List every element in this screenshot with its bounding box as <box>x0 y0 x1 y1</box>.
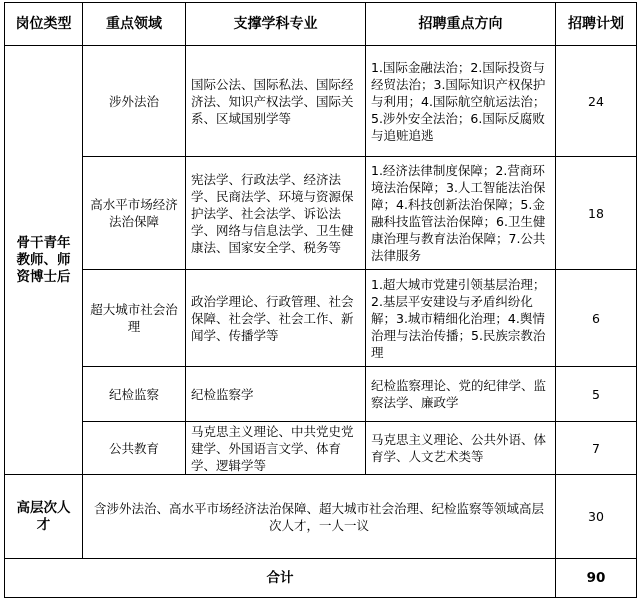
direction-cell: 1.国际金融法治；2.国际投资与经贸法治；3.国际知识产权保护与利用；4.国际航空航运法治；5.涉外安全法治；6.国际反腐败与追赃追逃 <box>366 46 556 157</box>
table-row <box>5 270 637 367</box>
header-direction: 招聘重点方向 <box>366 3 556 46</box>
header-row <box>5 3 637 46</box>
plan-cell: 30 <box>556 475 637 559</box>
discipline-cell: 马克思主义理论、中共党史党建学、外国语言文学、体育学、逻辑学等 <box>186 422 366 475</box>
plan-cell: 7 <box>556 422 637 475</box>
discipline-cell: 纪检监察学 <box>186 367 366 422</box>
field-cell: 纪检监察 <box>83 367 186 422</box>
total-plan: 90 <box>556 559 637 598</box>
plan-cell: 24 <box>556 46 637 157</box>
group-label-teachers: 骨干青年教师、师资博士后 <box>5 46 83 475</box>
header-type: 岗位类型 <box>5 3 83 46</box>
table-row-high-level <box>5 475 637 559</box>
table-row <box>5 367 637 422</box>
field-cell: 涉外法治 <box>83 46 186 157</box>
discipline-cell: 国际公法、国际私法、国际经济法、知识产权法学、国际关系、区域国别学等 <box>186 46 366 157</box>
header-plan: 招聘计划 <box>556 3 637 46</box>
direction-cell: 马克思主义理论、公共外语、体育学、人文艺术类等 <box>366 422 556 475</box>
high-level-description: 含涉外法治、高水平市场经济法治保障、超大城市社会治理、纪检监察等领域高层次人才，一人一议 <box>83 475 556 559</box>
discipline-cell: 宪法学、行政法学、经济法学、民商法学、环境与资源保护法学、社会法学、诉讼法学、网络与信息法学、卫生健康法、国家安全学、税务等 <box>186 157 366 270</box>
discipline-cell: 政治学理论、行政管理、社会保障、社会学、社会工作、新闻学、传播学等 <box>186 270 366 367</box>
direction-cell: 1.超大城市党建引领基层治理；2.基层平安建设与矛盾纠纷化解；3.城市精细化治理；4.舆情治理与法治传播；5.民族宗教治理 <box>366 270 556 367</box>
total-label: 合计 <box>5 559 556 598</box>
table-row <box>5 46 637 157</box>
header-discipline: 支撑学科专业 <box>186 3 366 46</box>
total-row <box>5 559 637 598</box>
field-cell: 超大城市社会治理 <box>83 270 186 367</box>
direction-cell: 1.经济法律制度保障；2.营商环境法治保障；3.人工智能法治保障；4.科技创新法治保障；5.金融科技监管法治保障；6.卫生健康治理与教育法治保障；7.公共法律服务 <box>366 157 556 270</box>
field-cell: 高水平市场经济法治保障 <box>83 157 186 270</box>
plan-cell: 5 <box>556 367 637 422</box>
header-field: 重点领域 <box>83 3 186 46</box>
plan-cell: 18 <box>556 157 637 270</box>
table-row <box>5 157 637 270</box>
group-label-high-level: 高层次人才 <box>5 475 83 559</box>
recruitment-table <box>4 2 637 598</box>
field-cell: 公共教育 <box>83 422 186 475</box>
direction-cell: 纪检监察理论、党的纪律学、监察法学、廉政学 <box>366 367 556 422</box>
table-row <box>5 422 637 475</box>
plan-cell: 6 <box>556 270 637 367</box>
